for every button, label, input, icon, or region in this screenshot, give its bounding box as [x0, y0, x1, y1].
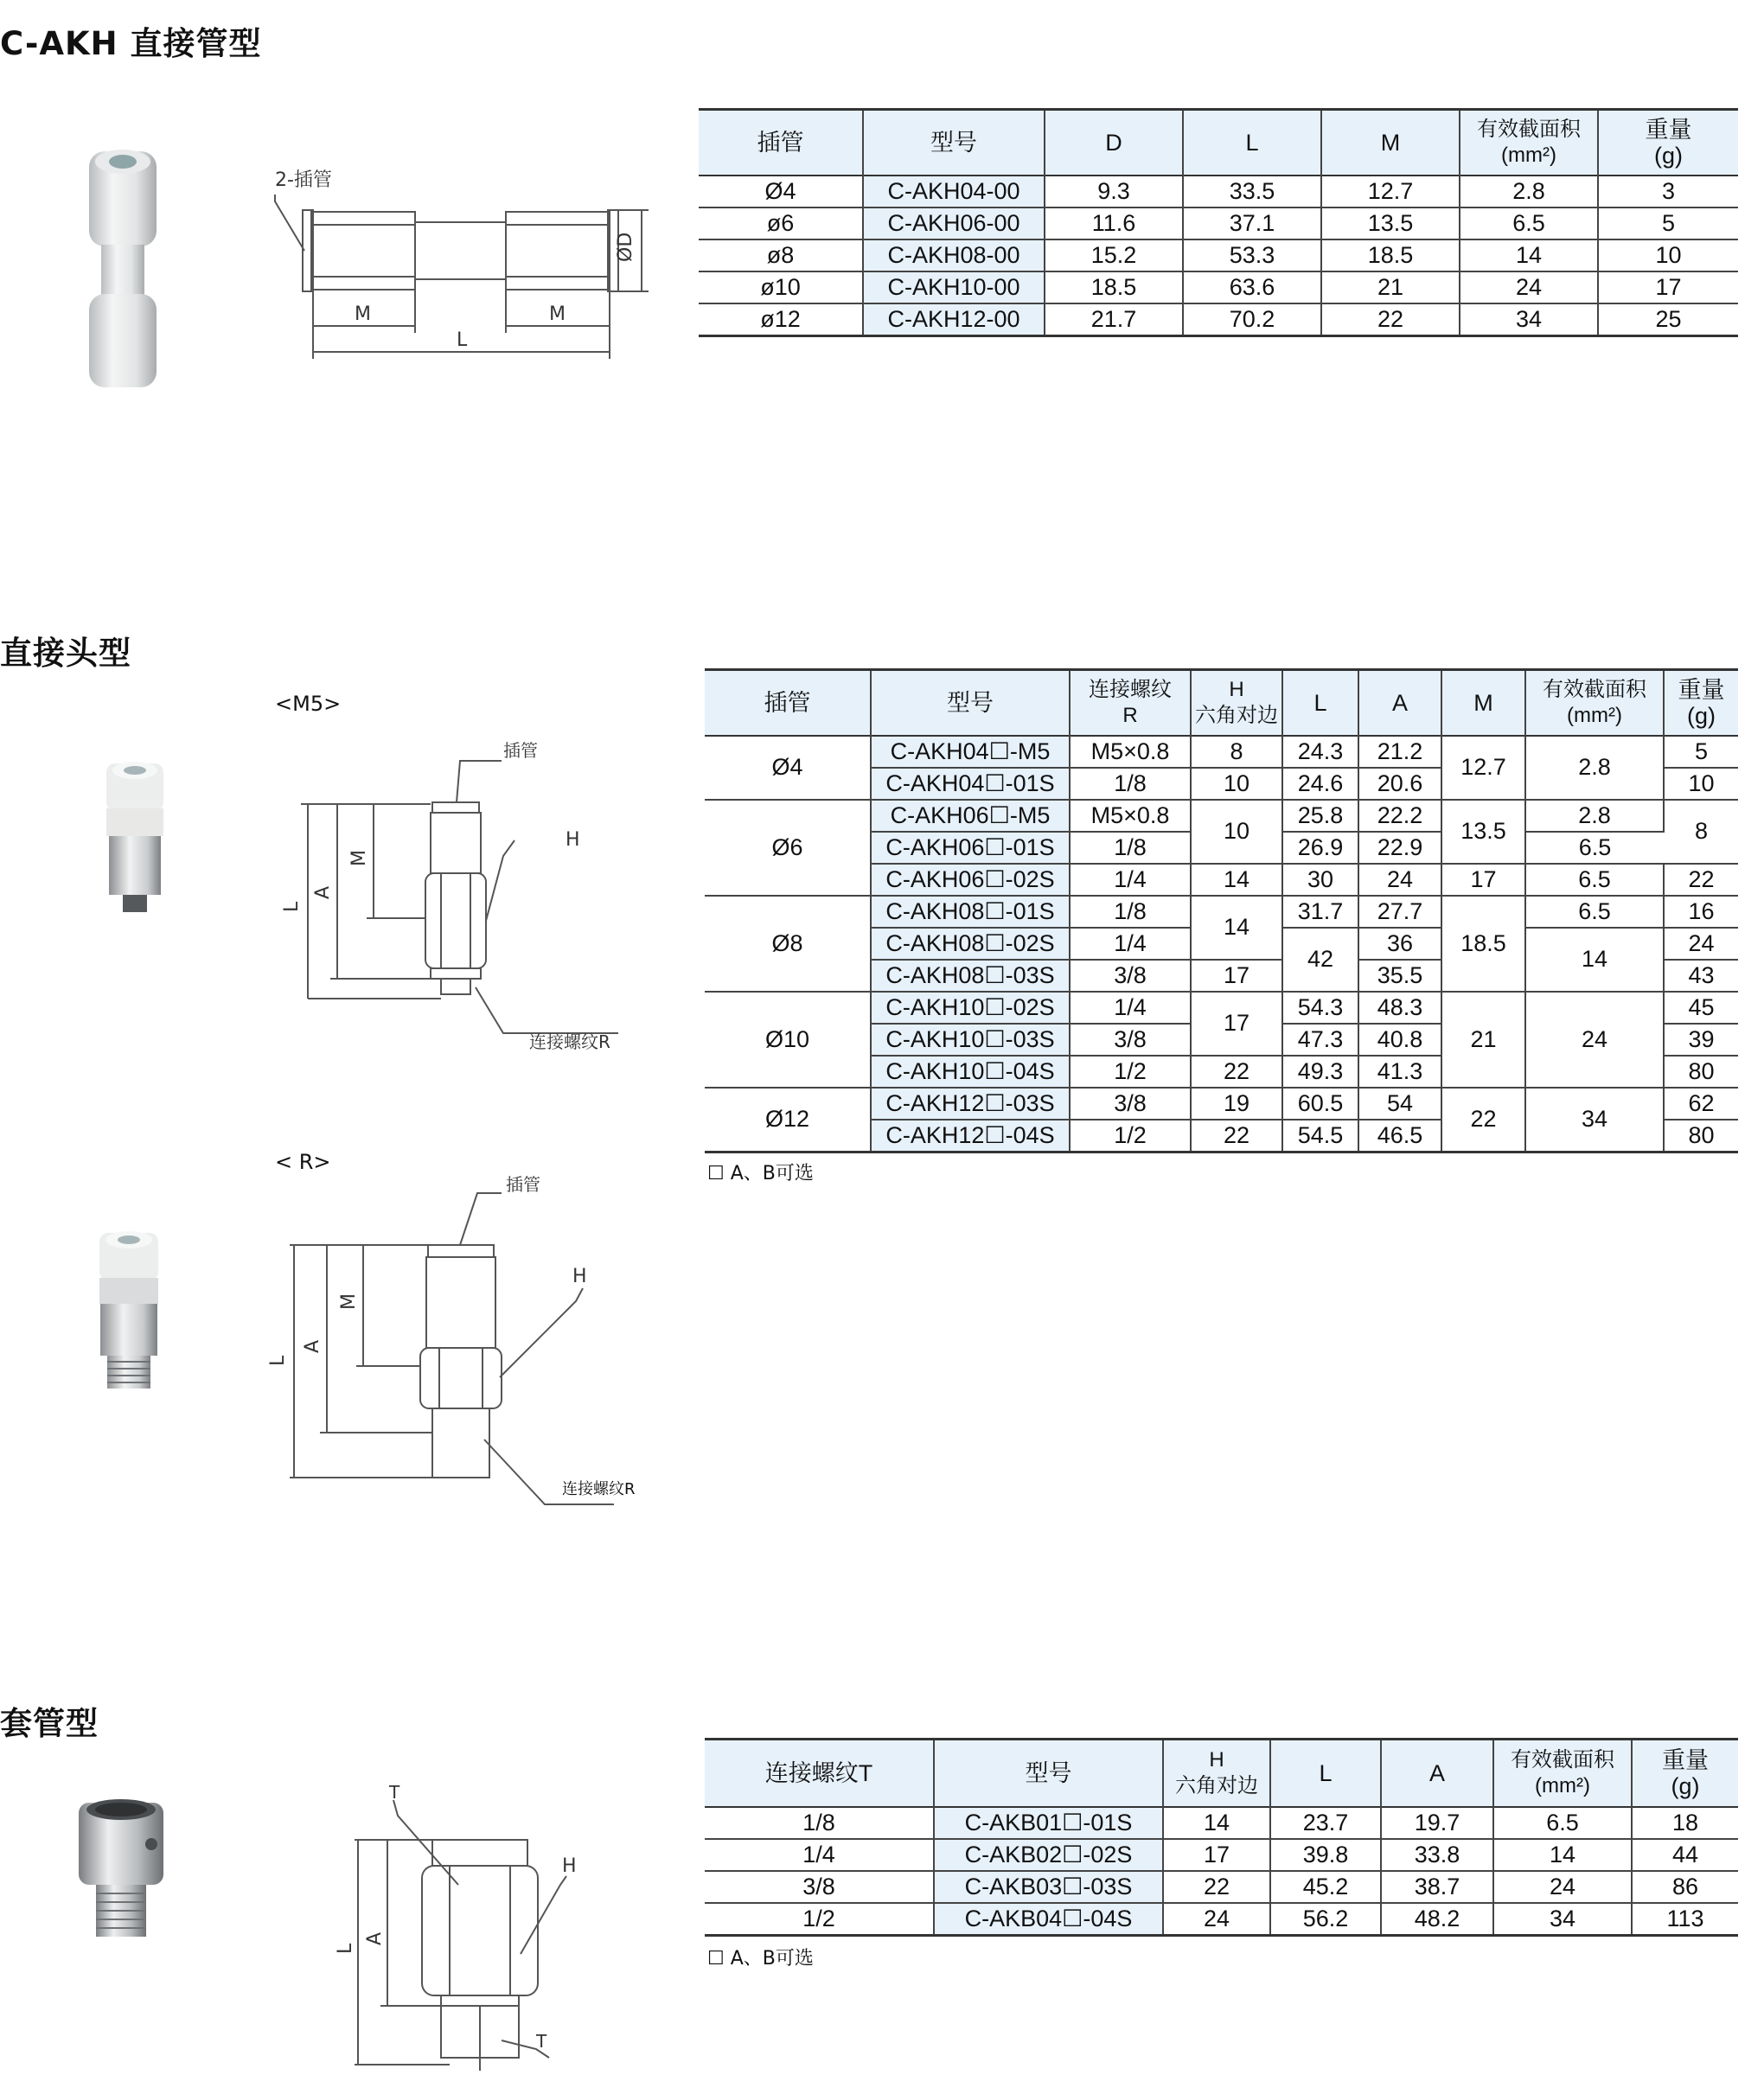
label-a: A	[312, 885, 334, 899]
table-cell: 14	[1460, 239, 1598, 271]
table-cell: 39.8	[1270, 1839, 1381, 1871]
table-cell: 56.2	[1270, 1903, 1381, 1936]
table-cell: C-AKB02☐-02S	[934, 1839, 1163, 1871]
table-cell: 17	[1191, 960, 1282, 992]
table-cell: 37.1	[1183, 208, 1321, 239]
table-cell: 1/8	[1070, 832, 1191, 864]
table-row	[699, 239, 1738, 271]
table-cell: C-AKH06☐-M5	[871, 800, 1070, 832]
header-l: L	[1282, 670, 1358, 736]
table-cell: 1/4	[1070, 928, 1191, 960]
table-cell: 24	[1493, 1871, 1632, 1903]
table-row	[705, 800, 1738, 832]
table-cell: 80	[1664, 1056, 1738, 1088]
table-cell: 16	[1664, 896, 1738, 928]
table-cell: C-AKH12☐-03S	[871, 1088, 1070, 1120]
header-weight: 重量 (g)	[1598, 110, 1738, 176]
label-t-top: T	[389, 1782, 400, 1803]
header-l: L	[1270, 1740, 1381, 1807]
label-t-bottom: T	[536, 2031, 547, 2052]
table-cell: 8	[1191, 736, 1282, 768]
table-cell: 27.7	[1358, 896, 1441, 928]
label-a: A	[364, 1931, 386, 1945]
table-cell: C-AKH10☐-02S	[871, 992, 1070, 1024]
header-weight: 重量 (g)	[1632, 1740, 1738, 1807]
drawing-straight-m5	[277, 735, 623, 1063]
table-cell: 1/4	[1070, 992, 1191, 1024]
section1-title: C-AKH 直接管型	[0, 25, 262, 62]
table-cell: 45.2	[1270, 1871, 1381, 1903]
table-cell: 2.8	[1525, 736, 1664, 800]
table-cell: 1/4	[1070, 864, 1191, 896]
table-cell: C-AKH08-00	[863, 239, 1045, 271]
table-cell: Ø4	[705, 736, 871, 800]
table-cell: Ø4	[699, 176, 863, 208]
table-row	[705, 1839, 1738, 1871]
header-model: 型号	[871, 670, 1070, 736]
header-thread: 连接螺纹T	[705, 1740, 934, 1807]
table-cell: 39	[1664, 1024, 1738, 1056]
table-cell: 22.2	[1358, 800, 1441, 832]
header-m: M	[1321, 110, 1460, 176]
table-cell: 14	[1163, 1807, 1270, 1839]
table-cell: 22	[1664, 864, 1738, 896]
table-cell: 1/8	[705, 1807, 934, 1839]
table-cell: 6.5	[1493, 1807, 1632, 1839]
table-cell: M5×0.8	[1070, 800, 1191, 832]
table-cell: 22.9	[1358, 832, 1441, 864]
table-cell: 54.5	[1282, 1120, 1358, 1152]
table-cell: 14	[1191, 896, 1282, 960]
table-row	[705, 1903, 1738, 1936]
table-cell: 24	[1525, 992, 1664, 1088]
table-cell: 8	[1664, 800, 1738, 864]
table-cell: 13.5	[1321, 208, 1460, 239]
table-cell: 6.5	[1460, 208, 1598, 239]
table-cell: M5×0.8	[1070, 736, 1191, 768]
table-cell: 48.3	[1358, 992, 1441, 1024]
table-cell: C-AKH04-00	[863, 176, 1045, 208]
table-cell: C-AKH08☐-03S	[871, 960, 1070, 992]
table-cell: 60.5	[1282, 1088, 1358, 1120]
table-cell: 6.5	[1525, 832, 1664, 864]
table-cell: 9.3	[1045, 176, 1183, 208]
table-cell: 17	[1441, 864, 1525, 896]
table-row	[705, 1807, 1738, 1839]
header-area: 有效截面积 (mm²)	[1460, 110, 1598, 176]
table-cell: 62	[1664, 1088, 1738, 1120]
product-photo-sleeve	[74, 1794, 169, 1945]
table-cell: C-AKH08☐-02S	[871, 928, 1070, 960]
label-l: L	[335, 1943, 356, 1954]
table-cell: 17	[1163, 1839, 1270, 1871]
table-cell: 17	[1598, 271, 1738, 303]
table-cell: 15.2	[1045, 239, 1183, 271]
header-tube: 插管	[699, 110, 863, 176]
table-cell: 12.7	[1321, 176, 1460, 208]
label-m: M	[348, 850, 370, 866]
table-cell: C-AKH10-00	[863, 271, 1045, 303]
table-row	[705, 736, 1738, 768]
table-cell: 46.5	[1358, 1120, 1441, 1152]
table-cell: 11.6	[1045, 208, 1183, 239]
table-cell: 1/8	[1070, 768, 1191, 800]
product-photo-r	[95, 1228, 164, 1392]
table-cell: 20.6	[1358, 768, 1441, 800]
table-cell: 14	[1191, 864, 1282, 896]
drawing-sleeve	[329, 1781, 577, 2071]
table-cell: 1/2	[1070, 1056, 1191, 1088]
variant-label-m5: <M5>	[275, 692, 342, 716]
table-cell: 48.2	[1381, 1903, 1493, 1936]
table-cell: 35.5	[1358, 960, 1441, 992]
table-row	[705, 1088, 1738, 1120]
table-cell: 33.8	[1381, 1839, 1493, 1871]
table-cell: 18.5	[1045, 271, 1183, 303]
header-d: D	[1045, 110, 1183, 176]
table-cell: 12.7	[1441, 736, 1525, 800]
table-cell: 14	[1525, 928, 1664, 992]
table-cell: C-AKH04☐-01S	[871, 768, 1070, 800]
product-photo-m5	[102, 757, 171, 916]
header-hex: H 六角对边	[1191, 670, 1282, 736]
label-l: L	[281, 901, 303, 912]
table-cell: C-AKH06☐-01S	[871, 832, 1070, 864]
table-cell: 3/8	[705, 1871, 934, 1903]
table-cell: C-AKB03☐-03S	[934, 1871, 1163, 1903]
table-cell: 33.5	[1183, 176, 1321, 208]
table-cell: C-AKH12-00	[863, 303, 1045, 336]
table-cell: 113	[1632, 1903, 1738, 1936]
table-cell: Ø10	[705, 992, 871, 1088]
table-cell: 1/2	[1070, 1120, 1191, 1152]
label-m-right: M	[549, 303, 566, 325]
spec-table-straight-union	[699, 108, 1738, 337]
table-row	[705, 896, 1738, 928]
table-cell: C-AKH04☐-M5	[871, 736, 1070, 768]
spec-table-sleeve	[705, 1738, 1738, 1937]
table-cell: C-AKH10☐-04S	[871, 1056, 1070, 1088]
table-cell: 43	[1664, 960, 1738, 992]
table-cell: C-AKH06-00	[863, 208, 1045, 239]
label-tube: 插管	[503, 740, 538, 761]
section3-title: 套管型	[0, 1705, 99, 1742]
label-thread-r: 连接螺纹R	[529, 1031, 610, 1052]
table-row	[699, 208, 1738, 239]
header-area: 有效截面积 (mm²)	[1525, 670, 1664, 736]
table-cell: 19	[1191, 1088, 1282, 1120]
table-cell: 86	[1632, 1871, 1738, 1903]
label-2-tube: 2-插管	[275, 169, 332, 191]
table-cell: 13.5	[1441, 800, 1525, 864]
table-cell: C-AKH10☐-03S	[871, 1024, 1070, 1056]
table-cell: 30	[1282, 864, 1358, 896]
table-cell: 1/8	[1070, 896, 1191, 928]
table-cell: 24.6	[1282, 768, 1358, 800]
table-cell: 10	[1191, 768, 1282, 800]
table-row	[699, 303, 1738, 336]
table-cell: 18.5	[1441, 896, 1525, 992]
table-cell: 1/2	[705, 1903, 934, 1936]
table-cell: 40.8	[1358, 1024, 1441, 1056]
table-row	[705, 1871, 1738, 1903]
table-cell: 26.9	[1282, 832, 1358, 864]
table-cell: 22	[1321, 303, 1460, 336]
spec-table-straight-connector	[705, 668, 1738, 1153]
drawing-straight-r	[267, 1174, 631, 1509]
table-cell: 44	[1632, 1839, 1738, 1871]
table-cell: 10	[1664, 768, 1738, 800]
label-m-left: M	[355, 303, 371, 325]
table-cell: ø6	[699, 208, 863, 239]
table-cell: 22	[1191, 1056, 1282, 1088]
table-cell: 36	[1358, 928, 1441, 960]
table-cell: 53.3	[1183, 239, 1321, 271]
table-cell: 23.7	[1270, 1807, 1381, 1839]
option-note: ☐ A、B可选	[707, 1948, 814, 1970]
variant-label-r: < R>	[275, 1150, 331, 1174]
table-cell: 24	[1163, 1903, 1270, 1936]
table-cell: 14	[1493, 1839, 1632, 1871]
section2-title: 直接头型	[0, 635, 131, 672]
table-cell: 24	[1664, 928, 1738, 960]
label-thread-r-2: 连接螺纹R	[562, 1480, 636, 1498]
table-cell: 54	[1358, 1088, 1441, 1120]
table-cell: 10	[1598, 239, 1738, 271]
header-l: L	[1183, 110, 1321, 176]
table-cell: ø8	[699, 239, 863, 271]
table-cell: C-AKH08☐-01S	[871, 896, 1070, 928]
table-cell: 25	[1598, 303, 1738, 336]
table-cell: 21	[1321, 271, 1460, 303]
table-cell: 41.3	[1358, 1056, 1441, 1088]
table-cell: 38.7	[1381, 1871, 1493, 1903]
table-row	[705, 992, 1738, 1024]
label-h: H	[562, 1855, 577, 1877]
header-a: A	[1358, 670, 1441, 736]
table-cell: 19.7	[1381, 1807, 1493, 1839]
table-cell: 21.7	[1045, 303, 1183, 336]
label-tube: 插管	[506, 1174, 540, 1195]
table-cell: C-AKH12☐-04S	[871, 1120, 1070, 1152]
header-m: M	[1441, 670, 1525, 736]
table-cell: 34	[1493, 1903, 1632, 1936]
table-cell: 5	[1598, 208, 1738, 239]
table-cell: C-AKH06☐-02S	[871, 864, 1070, 896]
table-cell: Ø8	[705, 896, 871, 992]
table-cell: 2.8	[1460, 176, 1598, 208]
table-cell: 2.8	[1525, 800, 1664, 832]
table-cell: 3/8	[1070, 960, 1191, 992]
table-cell: 3/8	[1070, 1088, 1191, 1120]
header-tube: 插管	[705, 670, 871, 736]
label-a: A	[302, 1339, 323, 1353]
header-model: 型号	[863, 110, 1045, 176]
table-cell: 25.8	[1282, 800, 1358, 832]
table-cell: 54.3	[1282, 992, 1358, 1024]
header-thread: 连接螺纹 R	[1070, 670, 1191, 736]
table-cell: 21.2	[1358, 736, 1441, 768]
table-cell: 24	[1358, 864, 1441, 896]
table-cell: 31.7	[1282, 896, 1358, 928]
table-cell: C-AKB04☐-04S	[934, 1903, 1163, 1936]
label-h: H	[566, 829, 580, 851]
table-cell: 17	[1191, 992, 1282, 1056]
label-h: H	[572, 1266, 587, 1287]
label-l: L	[267, 1355, 289, 1366]
table-row	[699, 271, 1738, 303]
label-od: ØD	[615, 232, 636, 262]
table-cell: 49.3	[1282, 1056, 1358, 1088]
table-cell: 3/8	[1070, 1024, 1191, 1056]
table-cell: 5	[1664, 736, 1738, 768]
drawing-straight-union	[268, 160, 657, 363]
table-cell: 10	[1191, 800, 1282, 864]
table-cell: 22	[1191, 1120, 1282, 1152]
header-hex: H 六角对边	[1163, 1740, 1270, 1807]
table-cell: 6.5	[1525, 864, 1664, 896]
table-cell: Ø6	[705, 800, 871, 896]
table-cell: 34	[1525, 1088, 1664, 1152]
table-cell: ø10	[699, 271, 863, 303]
table-cell: ø12	[699, 303, 863, 336]
table-cell: 1/4	[705, 1839, 934, 1871]
option-note: ☐ A、B可选	[707, 1163, 814, 1184]
header-model: 型号	[934, 1740, 1163, 1807]
table-cell: 6.5	[1525, 896, 1664, 928]
table-cell: 63.6	[1183, 271, 1321, 303]
table-cell: 22	[1163, 1871, 1270, 1903]
table-cell: 24	[1460, 271, 1598, 303]
table-cell: C-AKB01☐-01S	[934, 1807, 1163, 1839]
table-cell: 21	[1441, 992, 1525, 1088]
table-cell: 34	[1460, 303, 1598, 336]
label-l: L	[457, 329, 468, 351]
table-row	[699, 176, 1738, 208]
table-cell: 22	[1441, 1088, 1525, 1152]
table-cell: 24.3	[1282, 736, 1358, 768]
header-a: A	[1381, 1740, 1493, 1807]
header-area: 有效截面积 (mm²)	[1493, 1740, 1632, 1807]
table-cell: 70.2	[1183, 303, 1321, 336]
table-cell: 3	[1598, 176, 1738, 208]
product-photo-straight-union	[82, 143, 164, 393]
table-cell: Ø12	[705, 1088, 871, 1152]
label-m: M	[338, 1293, 360, 1310]
table-cell: 42	[1282, 928, 1358, 992]
table-cell: 45	[1664, 992, 1738, 1024]
table-cell: 18.5	[1321, 239, 1460, 271]
table-cell: 18	[1632, 1807, 1738, 1839]
table-cell: 47.3	[1282, 1024, 1358, 1056]
header-weight: 重量 (g)	[1664, 670, 1738, 736]
table-cell: 80	[1664, 1120, 1738, 1152]
